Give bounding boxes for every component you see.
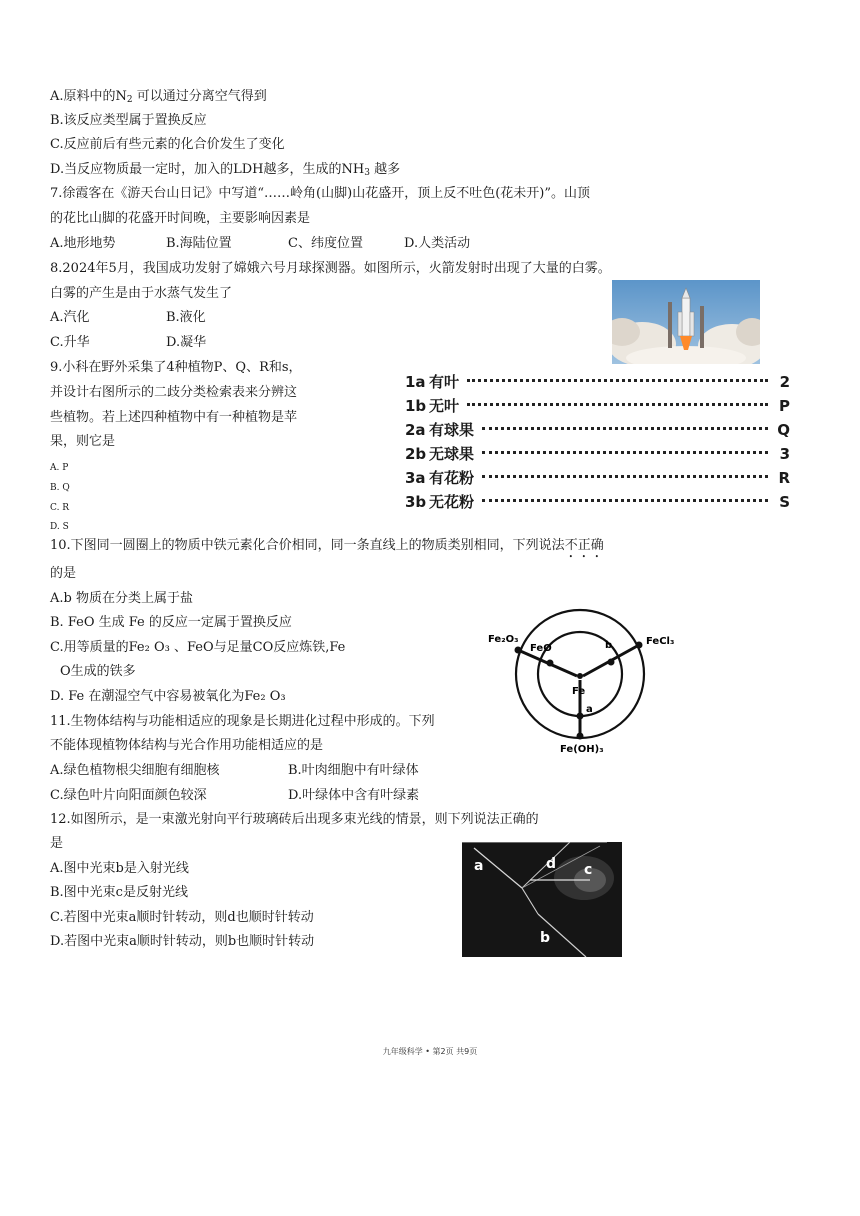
- q7-option-b: B.海陆位置: [166, 236, 232, 251]
- key-result: 3: [779, 445, 790, 463]
- q9-stem-line3: 些植物。若上述四种植物中有一种植物是苹: [50, 410, 298, 425]
- label-fe: Fe: [572, 686, 586, 697]
- q6-option-b: B.该反应类型属于置换反应: [50, 113, 207, 128]
- q12-stem-line2: 是: [50, 836, 64, 851]
- node-a: [577, 713, 584, 720]
- q9-stem-line4: 果，则它是: [50, 434, 116, 449]
- key-row: [405, 370, 790, 394]
- key-text: 无叶: [429, 397, 460, 415]
- key-row: [405, 394, 790, 418]
- label-feoh3: Fe(OH)₃: [560, 744, 604, 755]
- label-a: a: [586, 704, 593, 715]
- q6-d-text-end: 越多: [369, 162, 401, 177]
- key-result: P: [779, 397, 790, 415]
- iron-compounds-diagram: [486, 598, 686, 758]
- q8-stem-line1: 8.2024年5月，我国成功发射了嫦娥六号月球探测器。如图所示，火箭发射时出现了大量的白雾。: [50, 261, 611, 276]
- q8-option-c: C.升华: [50, 335, 90, 350]
- q12-option-c: C.若图中光束a顺时针转动，则d也顺时针转动: [50, 910, 314, 925]
- q10-option-c: C.用等质量的Fe₂ O₃ 、FeO与足量CO反应炼铁,Fe: [50, 640, 346, 655]
- q7-option-c: C、纬度位置: [288, 236, 363, 251]
- q6-a-text: A.原料中的N: [50, 89, 127, 104]
- q7-stem-line2: 的花比山脚的花盛开时间晚，主要影响因素是: [50, 211, 311, 226]
- node-feo: [547, 660, 554, 667]
- rocket-launch-image: [612, 280, 760, 364]
- q6-option-c: C.反应前后有些元素的化合价发生了变化: [50, 137, 285, 152]
- q6-option-a: [50, 88, 267, 109]
- q10-option-b: B. FeO 生成 Fe 的反应一定属于置换反应: [50, 615, 292, 630]
- label-beam-d: d: [546, 856, 557, 872]
- q9-option-c: C. R: [50, 503, 70, 513]
- q6-a-text-end: 可以通过分离空气得到: [132, 89, 267, 104]
- q9-option-b: B. Q: [50, 483, 70, 493]
- key-code: 3b: [405, 493, 427, 511]
- node-fecl3: [636, 642, 643, 649]
- label-feo: FeO: [530, 643, 552, 654]
- key-text: 无花粉: [429, 493, 475, 511]
- q11-option-b: B.叶肉细胞中有叶绿体: [288, 763, 419, 778]
- q11-option-d: D.叶绿体中含有叶绿素: [288, 788, 420, 803]
- q7-option-d: D.人类活动: [404, 236, 471, 251]
- q10-option-a: A.b 物质在分类上属于盐: [50, 591, 193, 606]
- key-leader-dots: [482, 475, 768, 478]
- q10-option-c-cont: O生成的铁多: [60, 664, 136, 679]
- q8-stem-line2: 白雾的产生是由于水蒸气发生了: [50, 286, 233, 301]
- key-result: 2: [779, 373, 790, 391]
- key-result: R: [778, 469, 790, 487]
- page-footer: 九年级科学 • 第2页 共9页: [382, 1047, 478, 1056]
- dichotomous-key: [405, 370, 790, 514]
- q9-option-d: D. S: [50, 522, 69, 532]
- label-fecl3: FeCl₃: [646, 636, 675, 647]
- q10-stem-emphasis: 不正确: [564, 538, 604, 553]
- node-fe2o3: [515, 647, 522, 654]
- q12-option-a: A.图中光束b是入射光线: [50, 861, 189, 876]
- q8-option-d: D.凝华: [166, 335, 207, 350]
- q11-stem-line2: 不能体现植物体结构与光合作用功能相适应的是: [50, 738, 324, 753]
- q12-stem-line1: 12.如图所示，是一束激光射向平行玻璃砖后出现多束光线的情景，则下列说法正确的: [50, 812, 539, 827]
- q10-stem-line1: [50, 537, 604, 561]
- label-beam-c: c: [584, 862, 593, 878]
- key-code: 3a: [405, 469, 426, 487]
- key-text: 有球果: [429, 421, 475, 439]
- key-leader-dots: [482, 499, 768, 502]
- q9-stem-line1: 9.小科在野外采集了4种植物P、Q、R和s，: [50, 360, 302, 375]
- label-fe2o3: Fe₂O₃: [488, 634, 519, 645]
- key-leader-dots: [467, 379, 768, 382]
- q10-stem-line2: 的是: [50, 566, 77, 581]
- label-b: b: [605, 640, 613, 651]
- key-row: [405, 466, 790, 490]
- q8-option-a: A.汽化: [50, 310, 90, 325]
- label-beam-b: b: [540, 930, 551, 946]
- q9-stem-line2: 并设计右图所示的二歧分类检索表来分辨这: [50, 385, 298, 400]
- label-beam-a: a: [474, 858, 484, 874]
- q7-stem-line1: 7.徐霞客在《游天台山日记》中写道“……岭角(山脚)山花盛开，顶上反不吐色(花未开)”。山顶: [50, 186, 590, 201]
- q9-option-a: A. P: [50, 463, 69, 473]
- key-row: [405, 490, 790, 514]
- key-result: S: [779, 493, 790, 511]
- key-leader-dots: [467, 403, 768, 406]
- q10-stem-text: 10.下图同一圆圈上的物质中铁元素化合价相同，同一条直线上的物质类别相同，下列说法: [50, 538, 565, 553]
- key-text: 有叶: [429, 373, 460, 391]
- q7-option-a: A.地形地势: [50, 236, 116, 251]
- key-row: [405, 442, 790, 466]
- q12-option-b: B.图中光束c是反射光线: [50, 885, 188, 900]
- q6-d-text: D.当反应物质最一定时，加入的LDH越多，生成的NH: [50, 162, 365, 177]
- node-fe: [577, 673, 583, 679]
- q12-option-d: D.若图中光束a顺时针转动，则b也顺时针转动: [50, 934, 315, 949]
- q6-a-subscript: 2: [126, 95, 133, 105]
- key-text: 有花粉: [429, 469, 475, 487]
- q6-option-d: [50, 161, 400, 182]
- key-leader-dots: [482, 451, 768, 454]
- q6-d-subscript: 3: [364, 168, 370, 178]
- q11-stem-line1: 11.生物体结构与功能相适应的现象是长期进化过程中形成的。下列: [50, 714, 435, 729]
- q10-option-d: D. Fe 在潮湿空气中容易被氧化为Fe₂ O₃: [50, 689, 286, 704]
- node-b: [608, 659, 615, 666]
- key-leader-dots: [482, 427, 768, 430]
- key-row: [405, 418, 790, 442]
- q8-option-b: B.液化: [166, 310, 206, 325]
- key-text: 无球果: [429, 445, 475, 463]
- key-code: 1b: [405, 397, 427, 415]
- q11-option-a: A.绿色植物根尖细胞有细胞核: [50, 763, 220, 778]
- node-feoh3: [577, 733, 584, 740]
- key-code: 1a: [405, 373, 426, 391]
- key-code: 2a: [405, 421, 426, 439]
- q11-option-c: C.绿色叶片向阳面颜色较深: [50, 788, 207, 803]
- key-result: Q: [777, 421, 790, 439]
- key-code: 2b: [405, 445, 427, 463]
- laser-refraction-image: [462, 842, 622, 957]
